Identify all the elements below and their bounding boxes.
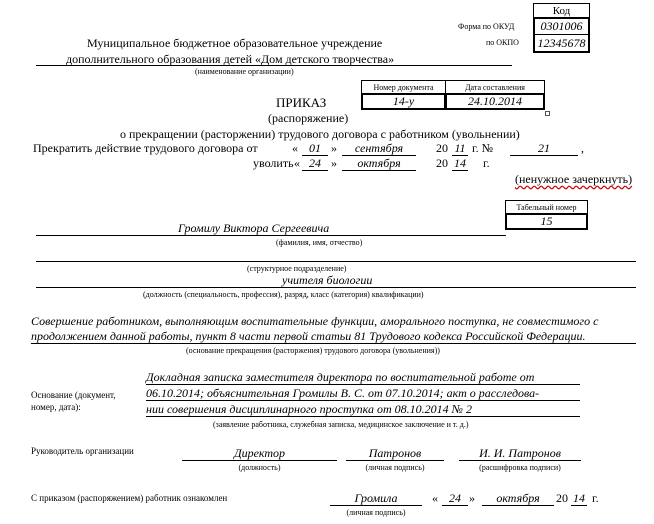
contract-month[interactable]: сентября: [354, 141, 404, 155]
contract-prefix: Прекратить действие трудового договора от: [33, 141, 258, 155]
contract-number[interactable]: 21: [538, 141, 550, 155]
acquaint-signature[interactable]: Громила: [354, 491, 398, 505]
contract-close-quote: »: [331, 141, 337, 155]
doc-number-header: Номер документа: [361, 80, 446, 94]
head-name-caption: (расшифровка подписи): [479, 463, 561, 472]
order-title: ПРИКАЗ: [276, 95, 327, 110]
okud-value[interactable]: 0301006: [540, 19, 583, 33]
contract-day[interactable]: 01: [309, 141, 321, 155]
grounds-line: [31, 343, 636, 344]
head-label: Руководитель организации: [31, 446, 134, 456]
contract-open-quote: «: [292, 141, 298, 155]
head-position[interactable]: Директор: [233, 446, 286, 460]
okpo-label: по ОКПО: [486, 38, 519, 47]
okpo-value[interactable]: 12345678: [537, 36, 586, 50]
acquaint-year-prefix: 20: [556, 491, 568, 505]
dismiss-year-suffix: г.: [483, 156, 490, 170]
order-subtitle: (распоряжение): [268, 111, 349, 125]
contract-year-prefix: 20: [436, 141, 448, 155]
basis-caption: (заявление работника, служебная записка, медицинское заключение и т. д.): [213, 420, 469, 429]
contract-year-suffix: г. №: [472, 141, 494, 155]
doc-number-value[interactable]: 14-у: [361, 93, 446, 110]
basis-label-line2: номер, дата):: [31, 402, 81, 412]
doc-date-header: Дата составления: [445, 80, 545, 94]
dismiss-year[interactable]: 14: [454, 156, 466, 170]
dismiss-close-quote: »: [331, 156, 337, 170]
grounds-caption: (основание прекращения (расторжения) трудового договора (увольнения)): [186, 346, 440, 355]
org-name-line1[interactable]: Муниципальное бюджетное образовательное учреждение: [87, 36, 383, 50]
employee-name-line: [36, 235, 506, 236]
acquaint-open-quote: «: [432, 491, 438, 505]
order-purpose: о прекращении (расторжении) трудового договора с работником (увольнении): [120, 127, 520, 141]
dismiss-year-prefix: 20: [436, 156, 448, 170]
dismiss-prefix: уволить: [253, 156, 294, 170]
okud-label: Форма по ОКУД: [458, 22, 515, 31]
contract-comma: ,: [581, 141, 584, 155]
strike-note: (ненужное зачеркнуть): [515, 172, 633, 186]
employee-name-caption: (фамилия, имя, отчество): [276, 238, 363, 247]
tab-number-value[interactable]: 15: [505, 213, 588, 230]
basis-line1[interactable]: Докладная записка заместителя директора по воспитательной работе от: [146, 370, 535, 384]
acquaint-label: С приказом (распоряжением) работник ознакомлен: [31, 493, 228, 503]
unit-caption: (структурное подразделение): [247, 264, 347, 273]
doc-date-value[interactable]: 24.10.2014: [445, 93, 545, 110]
employee-position[interactable]: учителя биологии: [282, 273, 373, 287]
tab-number-header: Табельный номер: [505, 200, 588, 214]
kod-header: Код: [533, 3, 590, 18]
org-caption: (наименование организации): [195, 67, 294, 76]
head-name[interactable]: И. И. Патронов: [479, 446, 561, 460]
codes-divider: [535, 34, 588, 35]
acquaint-signature-caption: (личная подпись): [346, 508, 406, 517]
grounds-line1[interactable]: Совершение работником, выполняющим воспитательные функции, аморального поступка, не совместимого с: [31, 314, 599, 328]
head-signature-caption: (личная подпись): [365, 463, 425, 472]
unit-line: [36, 261, 636, 262]
org-underline: [36, 65, 512, 66]
employee-name[interactable]: Громилу Виктора Сергеевича: [178, 221, 330, 235]
dismiss-month[interactable]: октября: [357, 156, 401, 170]
basis-label-line1: Основание (документ,: [31, 390, 116, 400]
acquaint-day[interactable]: 24: [449, 491, 461, 505]
resize-handle[interactable]: [545, 111, 550, 116]
org-name-line2[interactable]: дополнительного образования детей «Дом детского творчества»: [66, 52, 395, 66]
head-signature[interactable]: Патронов: [368, 446, 422, 460]
contract-year[interactable]: 11: [454, 141, 466, 155]
head-position-caption: (должность): [238, 463, 281, 472]
basis-line3[interactable]: нии совершения дисциплинарного проступка от 08.10.2014 № 2: [146, 402, 472, 416]
acquaint-year-suffix: г.: [592, 491, 599, 505]
position-line: [36, 287, 636, 288]
acquaint-year[interactable]: 14: [573, 491, 585, 505]
dismiss-day[interactable]: 24: [309, 156, 321, 170]
grounds-line2[interactable]: продолжением данной работы, пункт 8 части первой статьи 81 Трудового кодекса Российской Федерации.: [31, 329, 586, 343]
basis-line2[interactable]: 06.10.2014; объяснительная Громилы В. С. от 07.10.2014; акт о расследова-: [146, 386, 540, 400]
position-caption: (должность (специальность, профессия), разряд, класс (категория) квалификации): [143, 290, 424, 299]
acquaint-month[interactable]: октября: [496, 491, 540, 505]
dismiss-open-quote: «: [294, 156, 300, 170]
acquaint-close-quote: »: [469, 491, 475, 505]
